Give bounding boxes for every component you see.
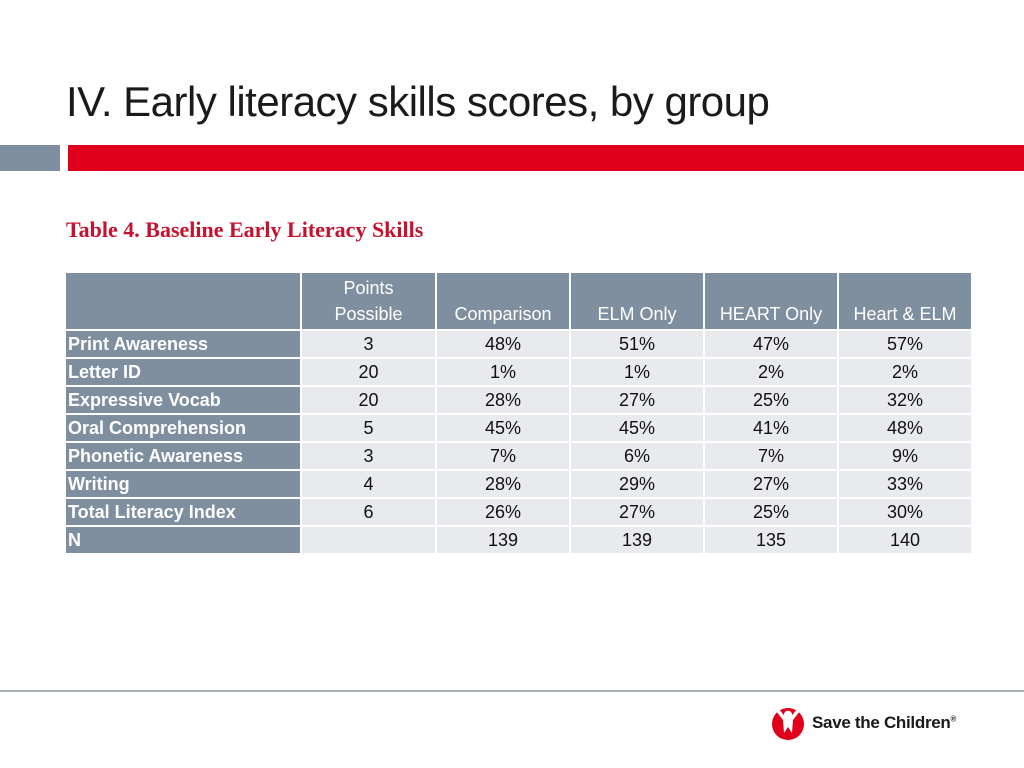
- elm-only-cell: 6%: [571, 443, 705, 471]
- elm-only-cell: 51%: [571, 331, 705, 359]
- comparison-cell: 48%: [437, 331, 571, 359]
- save-the-children-logo: [770, 703, 956, 743]
- table-row: [66, 527, 973, 555]
- heart-and-elm-cell: 9%: [839, 443, 973, 471]
- heart-only-cell: 25%: [705, 499, 839, 527]
- elm-only-cell: 27%: [571, 499, 705, 527]
- points-possible-cell: 20: [302, 359, 437, 387]
- points-possible-cell: 3: [302, 331, 437, 359]
- elm-only-cell: 139: [571, 527, 705, 555]
- logo-name: Save the Children: [812, 713, 951, 732]
- heart-and-elm-cell: 48%: [839, 415, 973, 443]
- points-possible-cell: 4: [302, 471, 437, 499]
- row-label: Writing: [66, 471, 302, 499]
- row-label: Phonetic Awareness: [66, 443, 302, 471]
- header-heart-only: HEART Only: [705, 273, 839, 331]
- comparison-cell: 26%: [437, 499, 571, 527]
- header-elm-only: ELM Only: [571, 273, 705, 331]
- comparison-cell: 7%: [437, 443, 571, 471]
- comparison-cell: 139: [437, 527, 571, 555]
- points-possible-cell: 6: [302, 499, 437, 527]
- comparison-cell: 28%: [437, 471, 571, 499]
- logo-text: [812, 713, 956, 733]
- header-blank-cell: [66, 273, 302, 331]
- heart-only-cell: 2%: [705, 359, 839, 387]
- heart-only-cell: 27%: [705, 471, 839, 499]
- points-possible-cell: 5: [302, 415, 437, 443]
- comparison-cell: 28%: [437, 387, 571, 415]
- elm-only-cell: 45%: [571, 415, 705, 443]
- heart-and-elm-cell: 32%: [839, 387, 973, 415]
- elm-only-cell: 29%: [571, 471, 705, 499]
- save-the-children-figure-icon: [770, 703, 806, 743]
- points-possible-cell: 20: [302, 387, 437, 415]
- heart-only-cell: 47%: [705, 331, 839, 359]
- table-row: [66, 443, 973, 471]
- table-row: [66, 387, 973, 415]
- header-points-line2: Possible: [334, 304, 403, 324]
- table-caption: Table 4. Baseline Early Literacy Skills: [66, 217, 424, 242]
- row-label: Print Awareness: [66, 331, 302, 359]
- heart-and-elm-cell: 140: [839, 527, 973, 555]
- heart-and-elm-cell: 30%: [839, 499, 973, 527]
- row-label: Total Literacy Index: [66, 499, 302, 527]
- heart-and-elm-cell: 57%: [839, 331, 973, 359]
- slide-title: IV. Early literacy skills scores, by group: [66, 78, 770, 125]
- header-heart-and-elm: Heart & ELM: [839, 273, 973, 331]
- row-label: Oral Comprehension: [66, 415, 302, 443]
- elm-only-cell: 27%: [571, 387, 705, 415]
- heart-only-cell: 25%: [705, 387, 839, 415]
- row-label: Expressive Vocab: [66, 387, 302, 415]
- title-accent-bar-gray: [0, 145, 60, 171]
- table-row: [66, 499, 973, 527]
- comparison-cell: 45%: [437, 415, 571, 443]
- header-points-possible: [302, 273, 437, 331]
- footer-divider: [0, 690, 1024, 692]
- heart-and-elm-cell: 33%: [839, 471, 973, 499]
- elm-only-cell: 1%: [571, 359, 705, 387]
- heart-only-cell: 7%: [705, 443, 839, 471]
- table-row: [66, 331, 973, 359]
- table-row: [66, 359, 973, 387]
- row-label: N: [66, 527, 302, 555]
- points-possible-cell: [302, 527, 437, 555]
- table-header-row: [66, 273, 973, 331]
- row-label: Letter ID: [66, 359, 302, 387]
- heart-only-cell: 41%: [705, 415, 839, 443]
- heart-only-cell: 135: [705, 527, 839, 555]
- table-row: [66, 415, 973, 443]
- title-accent-bar-red: [68, 145, 1024, 171]
- points-possible-cell: 3: [302, 443, 437, 471]
- literacy-scores-table: [66, 273, 973, 555]
- comparison-cell: 1%: [437, 359, 571, 387]
- heart-and-elm-cell: 2%: [839, 359, 973, 387]
- header-points-line1: Points: [343, 278, 394, 298]
- header-comparison: Comparison: [437, 273, 571, 331]
- logo-registered-mark: ®: [950, 714, 957, 724]
- table-row: [66, 471, 973, 499]
